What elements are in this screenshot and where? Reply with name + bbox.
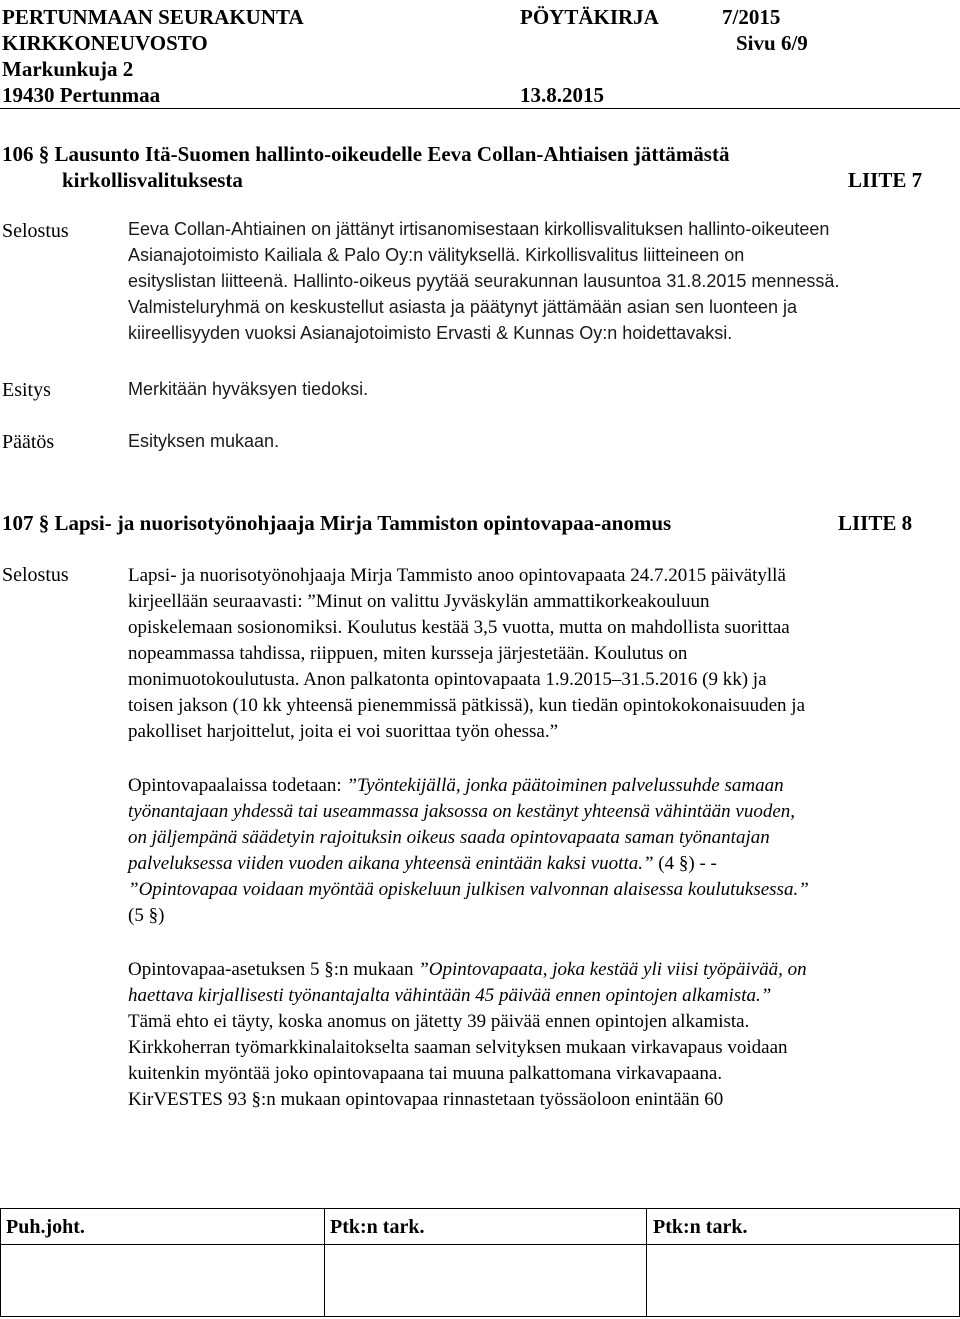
paragraph-line: kuitenkin myöntää joko opintovapaana tai muuna palkattomana virkavapaana. bbox=[128, 1063, 723, 1084]
quote-line: haettava kirjallisesti työnantajalta vähintään 45 päivää ennen opintojen alkamista.” bbox=[128, 985, 772, 1006]
paragraph-line bbox=[128, 851, 717, 876]
paragraph-line: Lapsi- ja nuorisotyönohjaaja Mirja Tammisto anoo opintovapaata 24.7.2015 päivätyllä bbox=[128, 565, 786, 586]
lead-text: Opintovapaalaissa todetaan: bbox=[128, 775, 347, 796]
paatos-text: Esityksen mukaan. bbox=[128, 431, 280, 451]
doc-type: PÖYTÄKIRJA bbox=[520, 5, 659, 29]
footer-divider bbox=[646, 1208, 647, 1317]
footer-divider bbox=[0, 1208, 1, 1317]
footer-divider bbox=[324, 1208, 325, 1317]
paragraph-line bbox=[128, 957, 807, 982]
page-number: Sivu 6/9 bbox=[736, 31, 808, 55]
quote-line: työnantajaan yhdessä tai useammassa jaksossa on kestänyt yhteensä vähintään vuoden, bbox=[128, 801, 796, 822]
selostus-label: Selostus bbox=[2, 220, 69, 242]
paragraph-line: monimuotokoulutusta. Anon palkatonta opintovapaata 1.9.2015–31.5.2016 (9 kk) ja bbox=[128, 669, 767, 690]
quote-text: palveluksessa viiden vuoden aikana yhteensä enintään kaksi vuotta.” bbox=[128, 853, 654, 874]
selostus-label: Selostus bbox=[2, 564, 69, 586]
quote-text: ”Työntekijällä, jonka päätoiminen palvelussuhde samaan bbox=[346, 775, 784, 796]
paatos-label: Päätös bbox=[2, 431, 55, 453]
signer-label-reviewer: Ptk:n tark. bbox=[653, 1216, 748, 1238]
quote-line: on jäljempänä säädetyin rajoituksin oikeus saada opintovapaata saman työnantajan bbox=[128, 827, 770, 848]
selostus-line: Eeva Collan-Ahtiainen on jättänyt irtisanomisestaan kirkollisvalituksen hallinto-oikeuteen bbox=[128, 219, 830, 239]
lead-text: Opintovapaa-asetuksen 5 §:n mukaan bbox=[128, 959, 419, 980]
postal: 19430 Pertunmaa bbox=[2, 83, 161, 107]
section-106-title-line1: 106 § Lausunto Itä-Suomen hallinto-oikeudelle Eeva Collan-Ahtiaisen jättämästä bbox=[2, 142, 730, 166]
footer-rule-bottom bbox=[0, 1316, 960, 1317]
paragraph-line: Kirkkoherran työmarkkinalaitokselta saaman selvityksen mukaan virkavapaus voidaan bbox=[128, 1037, 788, 1058]
doc-number: 7/2015 bbox=[722, 5, 781, 29]
section-107-attachment: LIITE 8 bbox=[838, 511, 913, 535]
footer-rule-top bbox=[0, 1208, 960, 1209]
signer-label-reviewer: Ptk:n tark. bbox=[330, 1216, 425, 1238]
esitys-label: Esitys bbox=[2, 379, 51, 401]
reference-text: (5 §) bbox=[128, 905, 165, 926]
selostus-line: kiireellisyyden vuoksi Asianajotoimisto Ervasti & Kunnas Oy:n hoidettavaksi. bbox=[128, 323, 733, 343]
footer-rule-mid bbox=[0, 1244, 960, 1245]
paragraph-line: KirVESTES 93 §:n mukaan opintovapaa rinnastetaan työssäoloon enintään 60 bbox=[128, 1089, 724, 1110]
paragraph-line: toisen jakson (10 kk yhteensä pienemmissä pätkissä), kun tiedän opintokokonaisuuden ja bbox=[128, 695, 806, 716]
org-name: PERTUNMAAN SEURAKUNTA bbox=[2, 5, 304, 29]
address: Markunkuja 2 bbox=[2, 57, 134, 81]
paragraph-line bbox=[128, 773, 784, 798]
body-name: KIRKKONEUVOSTO bbox=[2, 31, 208, 55]
selostus-line: Valmisteluryhmä on keskustellut asiasta ja päätynyt jättämään asian sen luonteen ja bbox=[128, 297, 798, 317]
paragraph-line: pakolliset harjoittelut, joita ei voi suorittaa työn ohessa.” bbox=[128, 721, 559, 742]
paragraph-line: nopeammassa tahdissa, riippuen, miten kursseja järjestetään. Koulutus on bbox=[128, 643, 688, 664]
selostus-line: esityslistan liitteenä. Hallinto-oikeus pyytää seurakunnan lausuntoa 31.8.2015 mennessä. bbox=[128, 271, 840, 291]
paragraph-line: Tämä ehto ei täyty, koska anomus on jätetty 39 päivää ennen opintojen alkamista. bbox=[128, 1011, 750, 1032]
selostus-line: Asianajotoimisto Kailiala & Palo Oy:n välityksellä. Kirkollisvalitus liitteineen on bbox=[128, 245, 745, 265]
header-rule bbox=[0, 108, 960, 109]
meeting-date: 13.8.2015 bbox=[520, 83, 604, 107]
esitys-text: Merkitään hyväksyen tiedoksi. bbox=[128, 379, 369, 399]
paragraph-line: opiskelemaan sosionomiksi. Koulutus kestää 3,5 vuotta, mutta on mahdollista suorittaa bbox=[128, 617, 790, 638]
paragraph-line: kirjeellään seuraavasti: ”Minut on valittu Jyväskylän ammattikorkeakouluun bbox=[128, 591, 710, 612]
signer-label-chair: Puh.joht. bbox=[6, 1216, 85, 1238]
section-106-attachment: LIITE 7 bbox=[848, 168, 923, 192]
section-106-title-line2: kirkollisvalituksesta bbox=[62, 168, 243, 192]
quote-line: ”Opintovapaa voidaan myöntää opiskeluun julkisen valvonnan alaisessa koulutuksessa.” bbox=[128, 879, 809, 900]
reference-text: (4 §) - - bbox=[653, 853, 717, 874]
section-107-title: 107 § Lapsi- ja nuorisotyönohjaaja Mirja Tammiston opintovapaa-anomus bbox=[2, 511, 672, 535]
quote-text: ”Opintovapaata, joka kestää yli viisi työpäivää, on bbox=[418, 959, 807, 980]
